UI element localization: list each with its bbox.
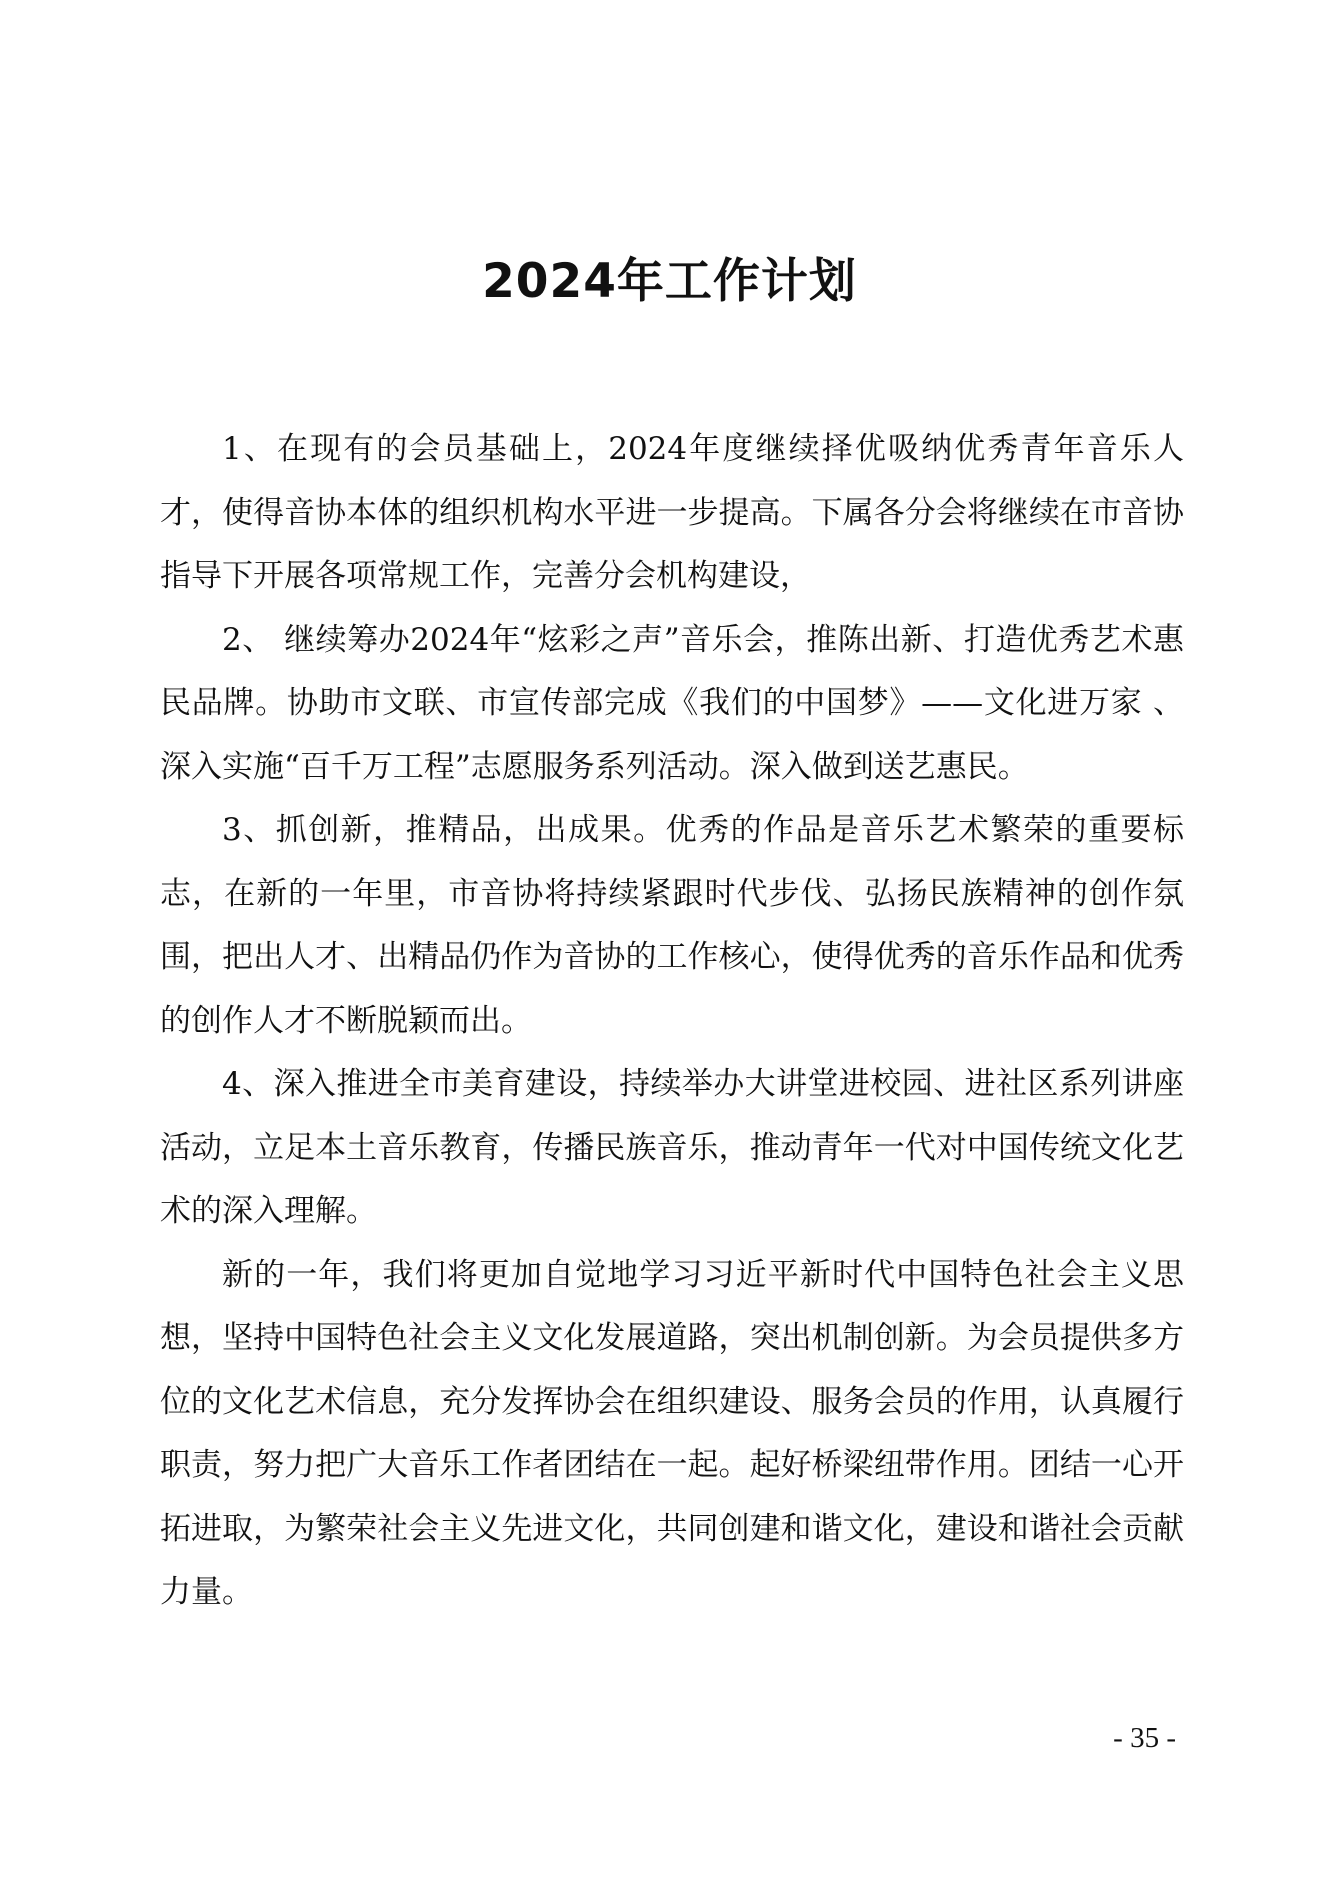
page-title: 2024年工作计划 bbox=[482, 254, 857, 309]
paragraph-1: 1、在现有的会员基础上，2024年度继续择优吸纳优秀青年音乐人才，使得音协本体的组织机构水平进一步提高。下属各分会将继续在市音协指导下开展各项常规工作，完善分会机构建设， bbox=[160, 431, 1184, 594]
paragraph-5: 新的一年，我们将更加自觉地学习习近平新时代中国特色社会主义思想，坚持中国特色社会主义文化发展道路，突出机制创新。为会员提供多方位的文化艺术信息，充分发挥协会在组织建设、服务会员的作用，认真履行职责，努力把广大音乐工作者团结在一起。起好桥梁纽带作用。团结一心开拓进取，为繁荣社会主义先进文化，共同创建和谐文化，建设和谐社会贡献力量。 bbox=[160, 1256, 1184, 1610]
paragraph-4: 4、深入推进全市美育建设，持续举办大讲堂进校园、进社区系列讲座活动，立足本土音乐教育，传播民族音乐，推动青年一代对中国传统文化艺术的深入理解。 bbox=[160, 1066, 1184, 1229]
page-number: - 35 - bbox=[1113, 1722, 1176, 1754]
paragraph-2: 2、 继续筹办2024年“炫彩之声”音乐会，推陈出新、打造优秀艺术惠民品牌。协助市文联、市宣传部完成《我们的中国梦》——文化进万家 、深入实施“百千万工程”志愿服务系列活动。深入做到送艺惠民。 bbox=[160, 621, 1184, 785]
paragraph-3: 3、抓创新，推精品，出成果。优秀的作品是音乐艺术繁荣的重要标志，在新的一年里，市音协将持续紧跟时代步伐、弘扬民族精神的创作氛围，把出人才、出精品仍作为音协的工作核心，使得优秀的音乐作品和优秀的创作人才不断脱颖而出。 bbox=[160, 812, 1184, 1039]
document-body bbox=[160, 418, 1184, 1625]
